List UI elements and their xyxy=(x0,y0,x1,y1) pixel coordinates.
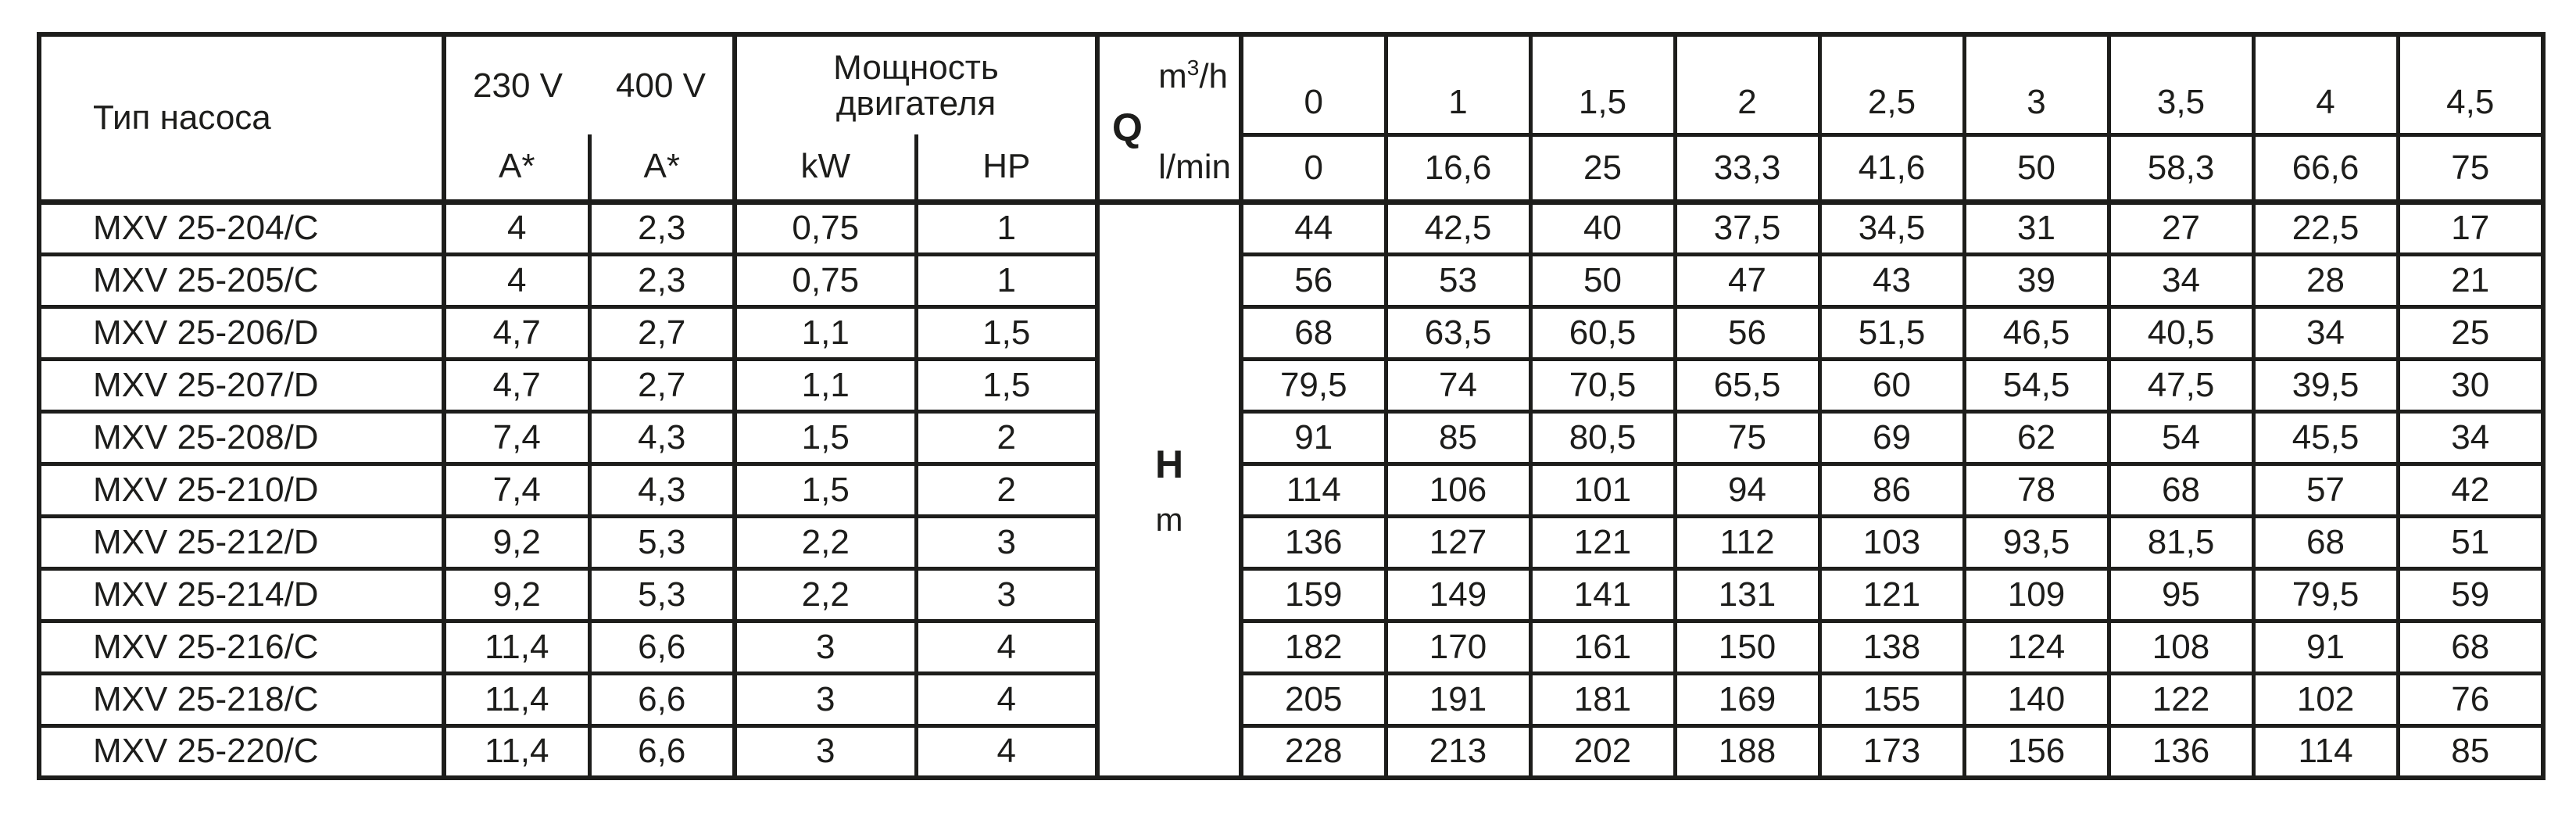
pump-model: MXV 25-206/D xyxy=(39,306,444,359)
head-value: 59 xyxy=(2398,568,2543,621)
head-unit-cell xyxy=(1097,202,1241,778)
current-400-value: 6,6 xyxy=(589,673,735,725)
h-symbol: H xyxy=(1154,442,1184,486)
head-value: 101 xyxy=(1530,464,1675,516)
hp-value: 4 xyxy=(916,621,1097,673)
head-value: 122 xyxy=(2109,673,2253,725)
table-body xyxy=(39,202,2543,778)
head-value: 31 xyxy=(1964,202,2109,254)
current-400-value: 4,3 xyxy=(589,411,735,464)
voltage-400-header: 400 V xyxy=(589,34,735,134)
head-value: 62 xyxy=(1964,411,2109,464)
flow-m3h-cell: 1,5 xyxy=(1530,34,1675,134)
kw-value: 0,75 xyxy=(735,254,916,306)
head-value: 79,5 xyxy=(2253,568,2398,621)
head-value: 63,5 xyxy=(1386,306,1530,359)
hp-value: 1,5 xyxy=(916,306,1097,359)
hp-header: HP xyxy=(916,134,1097,202)
flow-unit-lmin: l/min xyxy=(1158,147,1232,186)
flow-m3h-cell: 3 xyxy=(1964,34,2109,134)
flow-m3h-cell: 2,5 xyxy=(1819,34,1964,134)
pump-model: MXV 25-216/C xyxy=(39,621,444,673)
head-value: 46,5 xyxy=(1964,306,2109,359)
head-value: 57 xyxy=(2253,464,2398,516)
head-value: 95 xyxy=(2109,568,2253,621)
hp-value: 1 xyxy=(916,202,1097,254)
head-value: 50 xyxy=(1530,254,1675,306)
head-value: 51 xyxy=(2398,516,2543,568)
head-value: 131 xyxy=(1675,568,1819,621)
hp-value: 4 xyxy=(916,725,1097,778)
head-value: 79,5 xyxy=(1241,359,1386,411)
flow-lmin-cell: 66,6 xyxy=(2253,134,2398,202)
head-value: 37,5 xyxy=(1675,202,1819,254)
table-row xyxy=(39,202,2543,254)
head-value: 43 xyxy=(1819,254,1964,306)
h-unit: m xyxy=(1155,500,1183,538)
head-value: 108 xyxy=(2109,621,2253,673)
head-value: 27 xyxy=(2109,202,2253,254)
pump-model: MXV 25-210/D xyxy=(39,464,444,516)
kw-value: 3 xyxy=(735,725,916,778)
current-400-value: 2,7 xyxy=(589,306,735,359)
head-value: 136 xyxy=(2109,725,2253,778)
current-230-value: 11,4 xyxy=(444,725,589,778)
head-value: 85 xyxy=(1386,411,1530,464)
kw-value: 3 xyxy=(735,673,916,725)
head-value: 103 xyxy=(1819,516,1964,568)
head-value: 39 xyxy=(1964,254,2109,306)
head-value: 65,5 xyxy=(1675,359,1819,411)
head-value: 109 xyxy=(1964,568,2109,621)
current-230-value: 9,2 xyxy=(444,516,589,568)
current-230-value: 4 xyxy=(444,202,589,254)
pump-type-header: Тип насоса xyxy=(39,34,444,202)
head-value: 102 xyxy=(2253,673,2398,725)
current-400-value: 6,6 xyxy=(589,725,735,778)
head-value: 47 xyxy=(1675,254,1819,306)
pump-model: MXV 25-207/D xyxy=(39,359,444,411)
pump-model: MXV 25-220/C xyxy=(39,725,444,778)
flow-m3h-cell: 1 xyxy=(1386,34,1530,134)
table-row xyxy=(39,306,2543,359)
flow-m3h-cell: 2 xyxy=(1675,34,1819,134)
table-row xyxy=(39,464,2543,516)
head-value: 205 xyxy=(1241,673,1386,725)
kw-value: 0,75 xyxy=(735,202,916,254)
head-value: 34 xyxy=(2253,306,2398,359)
motor-power-line2: двигателя xyxy=(835,84,996,123)
motor-power-header xyxy=(735,34,1097,134)
table-row xyxy=(39,673,2543,725)
voltage-230-header: 230 V xyxy=(444,34,589,134)
head-value: 188 xyxy=(1675,725,1819,778)
pump-model: MXV 25-214/D xyxy=(39,568,444,621)
head-value: 34 xyxy=(2398,411,2543,464)
head-value: 121 xyxy=(1819,568,1964,621)
current-230-header: A* xyxy=(444,134,589,202)
head-value: 136 xyxy=(1241,516,1386,568)
kw-value: 2,2 xyxy=(735,516,916,568)
head-value: 91 xyxy=(2253,621,2398,673)
flow-m3h-cell: 4 xyxy=(2253,34,2398,134)
head-value: 170 xyxy=(1386,621,1530,673)
head-value: 159 xyxy=(1241,568,1386,621)
current-230-value: 4 xyxy=(444,254,589,306)
flow-unit-header xyxy=(1097,34,1241,202)
head-value: 127 xyxy=(1386,516,1530,568)
head-value: 91 xyxy=(1241,411,1386,464)
current-230-value: 7,4 xyxy=(444,411,589,464)
head-value: 60,5 xyxy=(1530,306,1675,359)
head-value: 80,5 xyxy=(1530,411,1675,464)
current-400-value: 2,7 xyxy=(589,359,735,411)
head-value: 70,5 xyxy=(1530,359,1675,411)
head-value: 68 xyxy=(2109,464,2253,516)
head-value: 156 xyxy=(1964,725,2109,778)
kw-value: 2,2 xyxy=(735,568,916,621)
head-value: 86 xyxy=(1819,464,1964,516)
head-value: 94 xyxy=(1675,464,1819,516)
kw-header: kW xyxy=(735,134,916,202)
head-value: 56 xyxy=(1675,306,1819,359)
hp-value: 1,5 xyxy=(916,359,1097,411)
head-value: 68 xyxy=(1241,306,1386,359)
head-value: 40,5 xyxy=(2109,306,2253,359)
head-value: 44 xyxy=(1241,202,1386,254)
flow-lmin-cell: 0 xyxy=(1241,134,1386,202)
current-230-value: 4,7 xyxy=(444,359,589,411)
table-row xyxy=(39,254,2543,306)
current-230-value: 7,4 xyxy=(444,464,589,516)
kw-value: 1,1 xyxy=(735,306,916,359)
head-value: 150 xyxy=(1675,621,1819,673)
head-value: 228 xyxy=(1241,725,1386,778)
head-value: 45,5 xyxy=(2253,411,2398,464)
flow-lmin-cell: 33,3 xyxy=(1675,134,1819,202)
current-400-header: A* xyxy=(589,134,735,202)
table-row xyxy=(39,359,2543,411)
head-value: 21 xyxy=(2398,254,2543,306)
table-header xyxy=(39,34,2543,202)
hp-value: 4 xyxy=(916,673,1097,725)
head-value: 155 xyxy=(1819,673,1964,725)
head-value: 173 xyxy=(1819,725,1964,778)
head-value: 39,5 xyxy=(2253,359,2398,411)
hp-value: 3 xyxy=(916,516,1097,568)
kw-value: 1,5 xyxy=(735,464,916,516)
head-value: 181 xyxy=(1530,673,1675,725)
flow-m3h-cell: 4,5 xyxy=(2398,34,2543,134)
pump-performance-table-container xyxy=(37,32,2546,780)
head-value: 30 xyxy=(2398,359,2543,411)
head-value: 60 xyxy=(1819,359,1964,411)
table-row xyxy=(39,725,2543,778)
head-value: 213 xyxy=(1386,725,1530,778)
current-400-value: 2,3 xyxy=(589,202,735,254)
hp-value: 2 xyxy=(916,464,1097,516)
flow-lmin-cell: 41,6 xyxy=(1819,134,1964,202)
head-value: 22,5 xyxy=(2253,202,2398,254)
table-row xyxy=(39,621,2543,673)
pump-performance-table xyxy=(37,32,2546,780)
head-value: 34,5 xyxy=(1819,202,1964,254)
head-value: 124 xyxy=(1964,621,2109,673)
head-value: 25 xyxy=(2398,306,2543,359)
head-value: 54,5 xyxy=(1964,359,2109,411)
head-value: 53 xyxy=(1386,254,1530,306)
head-value: 85 xyxy=(2398,725,2543,778)
head-value: 114 xyxy=(1241,464,1386,516)
head-value: 169 xyxy=(1675,673,1819,725)
head-value: 42 xyxy=(2398,464,2543,516)
flow-lmin-cell: 58,3 xyxy=(2109,134,2253,202)
current-230-value: 11,4 xyxy=(444,621,589,673)
flow-lmin-cell: 50 xyxy=(1964,134,2109,202)
head-value: 54 xyxy=(2109,411,2253,464)
head-value: 47,5 xyxy=(2109,359,2253,411)
head-value: 138 xyxy=(1819,621,1964,673)
head-value: 51,5 xyxy=(1819,306,1964,359)
head-value: 161 xyxy=(1530,621,1675,673)
head-value: 141 xyxy=(1530,568,1675,621)
head-value: 202 xyxy=(1530,725,1675,778)
table-row xyxy=(39,411,2543,464)
kw-value: 3 xyxy=(735,621,916,673)
pump-model: MXV 25-205/C xyxy=(39,254,444,306)
current-230-value: 4,7 xyxy=(444,306,589,359)
head-value: 75 xyxy=(1675,411,1819,464)
head-value: 69 xyxy=(1819,411,1964,464)
head-value: 74 xyxy=(1386,359,1530,411)
head-value: 34 xyxy=(2109,254,2253,306)
head-value: 182 xyxy=(1241,621,1386,673)
pump-model: MXV 25-208/D xyxy=(39,411,444,464)
head-value: 17 xyxy=(2398,202,2543,254)
head-value: 114 xyxy=(2253,725,2398,778)
flow-m3h-cell: 0 xyxy=(1241,34,1386,134)
current-230-value: 11,4 xyxy=(444,673,589,725)
flow-unit-m3h: $m^3/h$ xyxy=(1158,56,1229,95)
head-value: 68 xyxy=(2398,621,2543,673)
pump-model: MXV 25-212/D xyxy=(39,516,444,568)
current-400-value: 4,3 xyxy=(589,464,735,516)
head-value: 42,5 xyxy=(1386,202,1530,254)
hp-value: 1 xyxy=(916,254,1097,306)
flow-m3h-cell: 3,5 xyxy=(2109,34,2253,134)
head-value: 81,5 xyxy=(2109,516,2253,568)
head-value: 40 xyxy=(1530,202,1675,254)
head-value: 93,5 xyxy=(1964,516,2109,568)
head-value: 106 xyxy=(1386,464,1530,516)
flow-lmin-cell: 75 xyxy=(2398,134,2543,202)
current-400-value: 6,6 xyxy=(589,621,735,673)
table-row xyxy=(39,516,2543,568)
pump-model: MXV 25-204/C xyxy=(39,202,444,254)
head-value: 112 xyxy=(1675,516,1819,568)
current-400-value: 5,3 xyxy=(589,568,735,621)
head-value: 78 xyxy=(1964,464,2109,516)
q-symbol: Q xyxy=(1112,106,1143,150)
current-400-value: 2,3 xyxy=(589,254,735,306)
head-value: 56 xyxy=(1241,254,1386,306)
head-value: 28 xyxy=(2253,254,2398,306)
current-400-value: 5,3 xyxy=(589,516,735,568)
motor-power-line1: Мощность xyxy=(833,48,999,87)
head-value: 68 xyxy=(2253,516,2398,568)
hp-value: 2 xyxy=(916,411,1097,464)
hp-value: 3 xyxy=(916,568,1097,621)
head-value: 149 xyxy=(1386,568,1530,621)
current-230-value: 9,2 xyxy=(444,568,589,621)
head-value: 76 xyxy=(2398,673,2543,725)
head-value: 140 xyxy=(1964,673,2109,725)
flow-lmin-cell: 16,6 xyxy=(1386,134,1530,202)
kw-value: 1,1 xyxy=(735,359,916,411)
table-row xyxy=(39,568,2543,621)
pump-model: MXV 25-218/C xyxy=(39,673,444,725)
kw-value: 1,5 xyxy=(735,411,916,464)
head-value: 121 xyxy=(1530,516,1675,568)
flow-lmin-cell: 25 xyxy=(1530,134,1675,202)
head-value: 191 xyxy=(1386,673,1530,725)
